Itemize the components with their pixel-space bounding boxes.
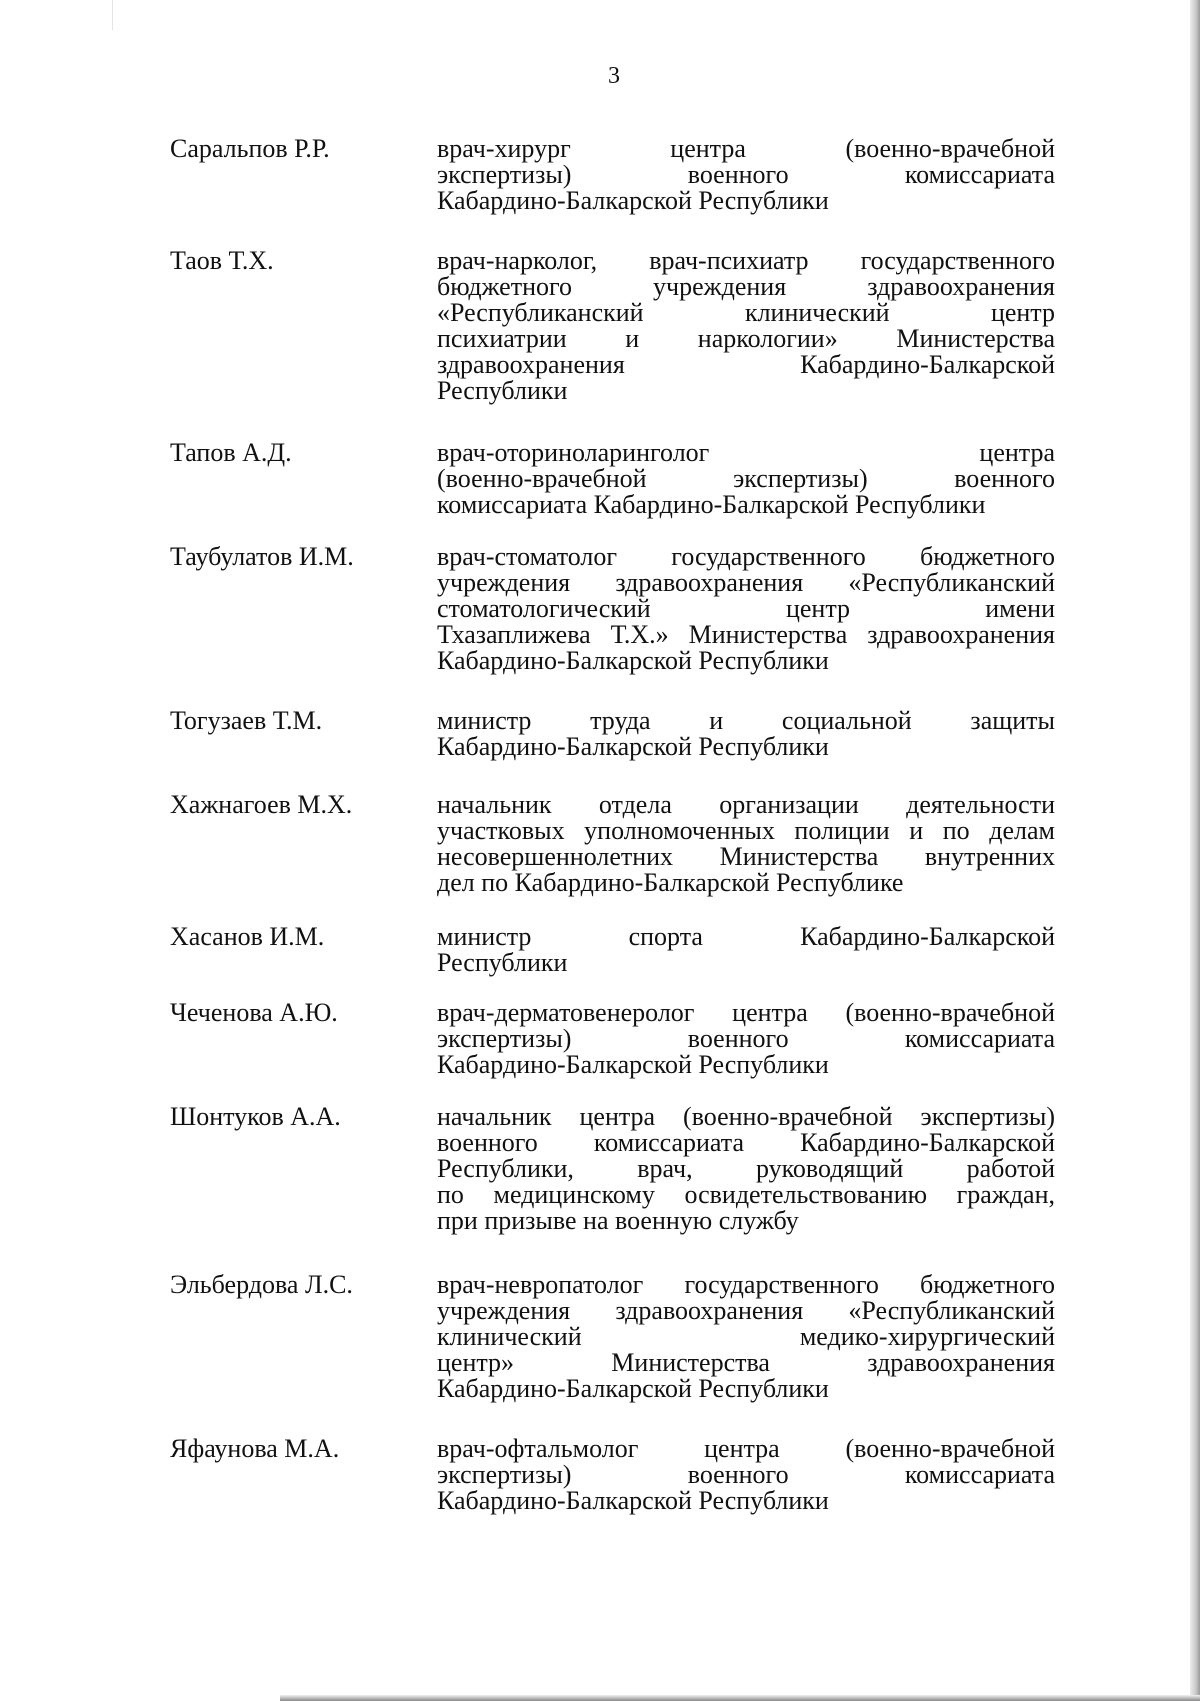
position-line: Кабардино-Балкарской Республики — [437, 1374, 829, 1403]
scan-artifact-mark — [112, 0, 113, 30]
position-line: (военно-врачебной экспертизы) военного — [437, 464, 1055, 493]
position-line: экспертизы) военного комиссариата — [437, 1024, 1055, 1053]
position-line: начальник центра (военно-врачебной экспертизы) — [437, 1102, 1055, 1131]
member-name: Таов Т.Х. — [170, 246, 274, 275]
position-line: несовершеннолетних Министерства внутренних — [437, 842, 1055, 871]
position-line: психиатрии и наркологии» Министерства — [437, 324, 1055, 353]
position-line: Кабардино-Балкарской Республики — [437, 646, 829, 675]
position-line: комиссариата Кабардино-Балкарской Республики — [437, 490, 986, 519]
position-line: Тхазаплижева Т.Х.» Министерства здравоохранения — [437, 620, 1055, 649]
position-line: дел по Кабардино-Балкарской Республике — [437, 868, 904, 897]
page-number: 3 — [608, 63, 620, 89]
member-position — [437, 544, 1055, 674]
member-name: Тогузаев Т.М. — [170, 706, 323, 735]
position-line: «Республиканский клинический центр — [437, 298, 1055, 327]
position-line: по медицинскому освидетельствованию граждан, — [437, 1180, 1055, 1209]
position-line: Кабардино-Балкарской Республики — [437, 1486, 829, 1515]
position-line: врач-офтальмолог центра (военно-врачебной — [437, 1434, 1055, 1463]
position-line: врач-дерматовенеролог центра (военно-врачебной — [437, 998, 1055, 1027]
member-position — [437, 248, 1055, 404]
position-line: бюджетного учреждения здравоохранения — [437, 272, 1055, 301]
member-name: Эльбердова Л.С. — [170, 1270, 353, 1299]
position-line: врач-стоматолог государственного бюджетного — [437, 542, 1055, 571]
member-position — [437, 1436, 1055, 1514]
member-position — [437, 1104, 1055, 1234]
scan-edge-right — [1190, 0, 1200, 1701]
scan-edge-bottom — [280, 1695, 1200, 1701]
member-name: Хасанов И.М. — [170, 922, 325, 951]
member-position — [437, 924, 1055, 976]
position-line: врач-хирург центра (военно-врачебной — [437, 134, 1055, 163]
position-line: учреждения здравоохранения «Республиканский — [437, 568, 1055, 597]
position-line: клинический медико-хирургический — [437, 1322, 1055, 1351]
member-name: Таубулатов И.М. — [170, 542, 354, 571]
position-line: стоматологический центр имени — [437, 594, 1055, 623]
position-line: Республики, врач, руководящий работой — [437, 1154, 1055, 1183]
position-line: экспертизы) военного комиссариата — [437, 1460, 1055, 1489]
position-line: при призыве на военную службу — [437, 1206, 799, 1235]
position-line: Кабардино-Балкарской Республики — [437, 186, 829, 215]
position-line: Кабардино-Балкарской Республики — [437, 732, 829, 761]
position-line: Республики — [437, 376, 568, 405]
member-name: Хажнагоев М.Х. — [170, 790, 353, 819]
member-name: Чеченова А.Ю. — [170, 998, 338, 1027]
position-line: военного комиссариата Кабардино-Балкарской — [437, 1128, 1055, 1157]
member-position — [437, 792, 1055, 896]
member-name: Шонтуков А.А. — [170, 1102, 341, 1131]
member-name: Тапов А.Д. — [170, 438, 292, 467]
position-line: врач-оториноларинголог центра — [437, 438, 1055, 467]
position-line: Кабардино-Балкарской Республики — [437, 1050, 829, 1079]
member-position — [437, 136, 1055, 214]
member-position — [437, 440, 1055, 518]
position-line: экспертизы) военного комиссариата — [437, 160, 1055, 189]
member-name: Саральпов Р.Р. — [170, 134, 330, 163]
position-line: врач-невропатолог государственного бюджетного — [437, 1270, 1055, 1299]
position-line: Республики — [437, 948, 568, 977]
position-line: министр спорта Кабардино-Балкарской — [437, 922, 1055, 951]
position-line: министр труда и социальной защиты — [437, 706, 1055, 735]
member-position — [437, 1272, 1055, 1402]
position-line: врач-нарколог, врач-психиатр государственного — [437, 246, 1055, 275]
position-line: здравоохранения Кабардино-Балкарской — [437, 350, 1055, 379]
member-position — [437, 708, 1055, 760]
member-name: Яфаунова М.А. — [170, 1434, 340, 1463]
member-position — [437, 1000, 1055, 1078]
position-line: начальник отдела организации деятельности — [437, 790, 1055, 819]
position-line: центр» Министерства здравоохранения — [437, 1348, 1055, 1377]
position-line: участковых уполномоченных полиции и по делам — [437, 816, 1055, 845]
position-line: учреждения здравоохранения «Республиканский — [437, 1296, 1055, 1325]
